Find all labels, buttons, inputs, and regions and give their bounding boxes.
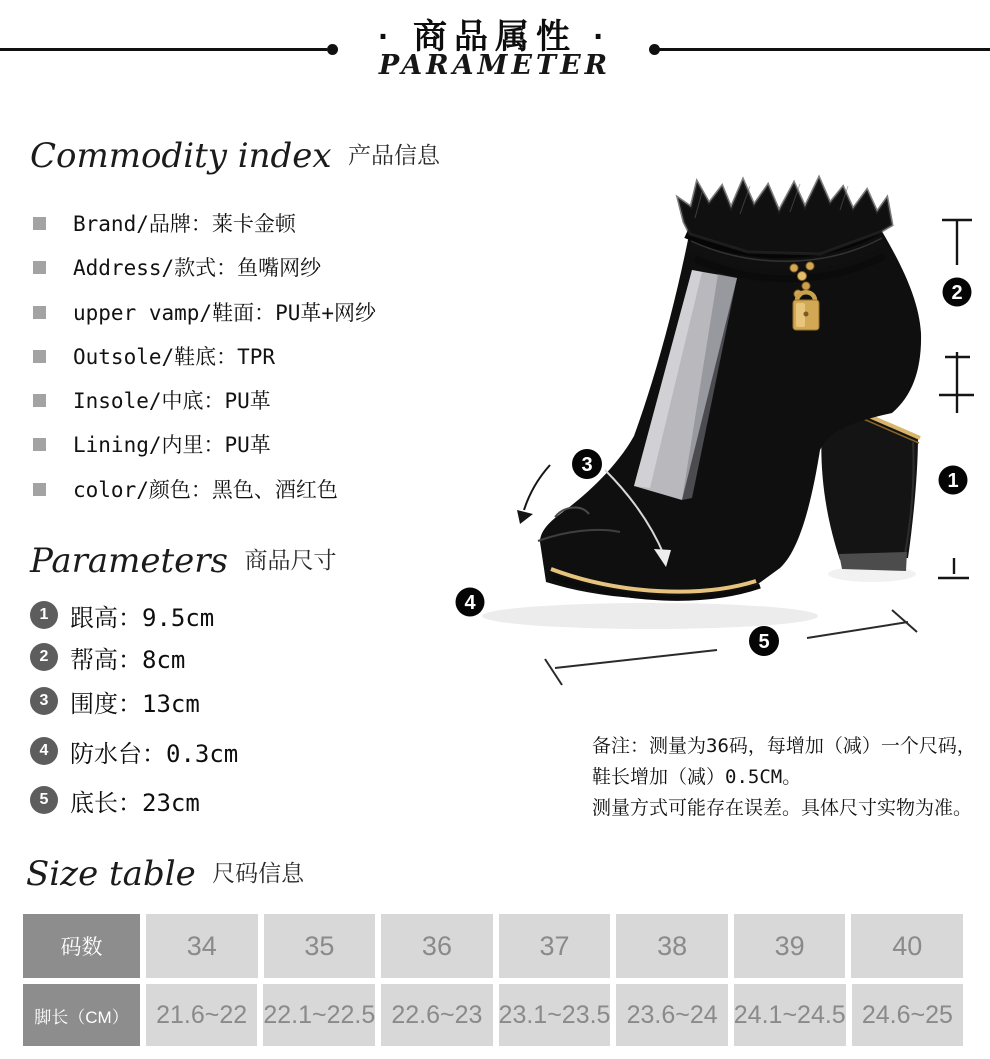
curved-arrow-head <box>517 510 533 524</box>
param-text: 底长：23cm <box>70 788 200 817</box>
param-text: 跟高：9.5cm <box>70 603 215 632</box>
attr-row-insole <box>33 385 271 415</box>
length-cell: 24.1~24.5 <box>734 984 846 1046</box>
commodity-heading-cn: 产品信息 <box>348 142 441 168</box>
attr-text: Brand/品牌：莱卡金顿 <box>73 212 296 236</box>
param-text: 防水台：0.3cm <box>70 739 239 768</box>
heel-tip-cap <box>839 552 907 571</box>
size-cell: 34 <box>146 914 258 978</box>
size-cell: 36 <box>381 914 493 978</box>
svg-text:4: 4 <box>464 592 476 614</box>
size-table-heading-cn: 尺码信息 <box>212 860 305 886</box>
length-cell: 21.6~22 <box>146 984 257 1046</box>
shoe-annotation-1 <box>939 466 968 495</box>
size-table-row-sizes <box>23 914 963 978</box>
number-badge: 3 <box>30 687 58 715</box>
commodity-heading <box>30 136 440 176</box>
square-bullet-icon <box>33 438 46 451</box>
square-bullet-icon <box>33 483 46 496</box>
square-bullet-icon <box>33 217 46 230</box>
size-table-row-lengths <box>23 984 963 1046</box>
shoe-annotation-5 <box>749 626 779 656</box>
measurement-note <box>592 731 988 824</box>
number-badge: 4 <box>30 737 58 765</box>
svg-text:1: 1 <box>947 470 959 492</box>
length-cell: 24.6~25 <box>852 984 963 1046</box>
square-bullet-icon <box>33 394 46 407</box>
parameters-heading <box>30 541 336 581</box>
square-bullet-icon <box>33 261 46 274</box>
square-bullet-icon <box>33 306 46 319</box>
attr-text: Outsole/鞋底：TPR <box>73 345 276 369</box>
attr-row-brand <box>33 208 296 238</box>
length-cell: 23.6~24 <box>616 984 727 1046</box>
length-cell: 23.1~23.5 <box>499 984 611 1046</box>
shoe-shadow <box>482 603 818 629</box>
note-line: 测量方式可能存在误差。具体尺寸实物为准。 <box>592 797 973 819</box>
attr-row-style <box>33 252 321 282</box>
shoe-annotation-3 <box>572 449 602 479</box>
size-cell: 38 <box>616 914 728 978</box>
size-table-header-sizes: 码数 <box>23 914 140 978</box>
product-shoe-image <box>440 170 990 720</box>
size-cell: 35 <box>264 914 376 978</box>
attr-text: Insole/中底：PU革 <box>73 389 271 413</box>
param-row-sole-length <box>30 785 200 815</box>
note-line: 备注：测量为36码，每增加（减）一个尺码， <box>592 735 976 757</box>
param-row-circumference <box>30 686 200 716</box>
size-table-header-length: 脚长（CM） <box>23 984 140 1046</box>
size-cell: 40 <box>851 914 963 978</box>
param-row-platform <box>30 736 238 766</box>
parameters-heading-cn: 商品尺寸 <box>244 547 337 573</box>
attr-text: upper vamp/鞋面：PU革+网纱 <box>73 301 377 325</box>
shoe-annotation-4 <box>456 588 485 617</box>
size-cell: 39 <box>734 914 846 978</box>
size-table-heading-en: Size table <box>26 854 196 894</box>
number-badge: 1 <box>30 601 58 629</box>
number-badge: 5 <box>30 786 58 814</box>
note-line: 鞋长增加（减）0.5CM。 <box>592 766 802 788</box>
length-cell: 22.6~23 <box>381 984 492 1046</box>
param-text: 围度：13cm <box>70 689 200 718</box>
attr-row-vamp <box>33 297 376 327</box>
attr-text: Lining/内里：PU革 <box>73 433 271 457</box>
attr-row-outsole <box>33 341 275 371</box>
square-bullet-icon <box>33 350 46 363</box>
parameters-heading-en: Parameters <box>30 541 228 581</box>
length-cell: 22.1~22.5 <box>263 984 375 1046</box>
page-subtitle: PARAMETER <box>378 50 612 81</box>
commodity-heading-en: Commodity index <box>30 136 332 176</box>
page-title: · 商品属性 · <box>378 18 612 56</box>
attr-text: Address/款式：鱼嘴网纱 <box>73 256 322 280</box>
param-text: 帮高：8cm <box>70 645 186 674</box>
param-row-heel-height <box>30 600 214 630</box>
svg-text:5: 5 <box>758 631 770 653</box>
measurement-marks <box>938 220 974 578</box>
size-cell: 37 <box>499 914 611 978</box>
shoe-annotation-2 <box>943 278 972 307</box>
attr-row-color <box>33 474 338 504</box>
svg-text:2: 2 <box>951 282 963 304</box>
param-row-shaft-height <box>30 642 185 672</box>
size-table-heading <box>26 854 304 894</box>
attr-row-lining <box>33 429 271 459</box>
svg-text:3: 3 <box>581 454 593 476</box>
curved-arrow <box>524 465 550 510</box>
number-badge: 2 <box>30 643 58 671</box>
attr-text: color/颜色：黑色、酒红色 <box>73 478 338 502</box>
size-table <box>23 914 963 1052</box>
